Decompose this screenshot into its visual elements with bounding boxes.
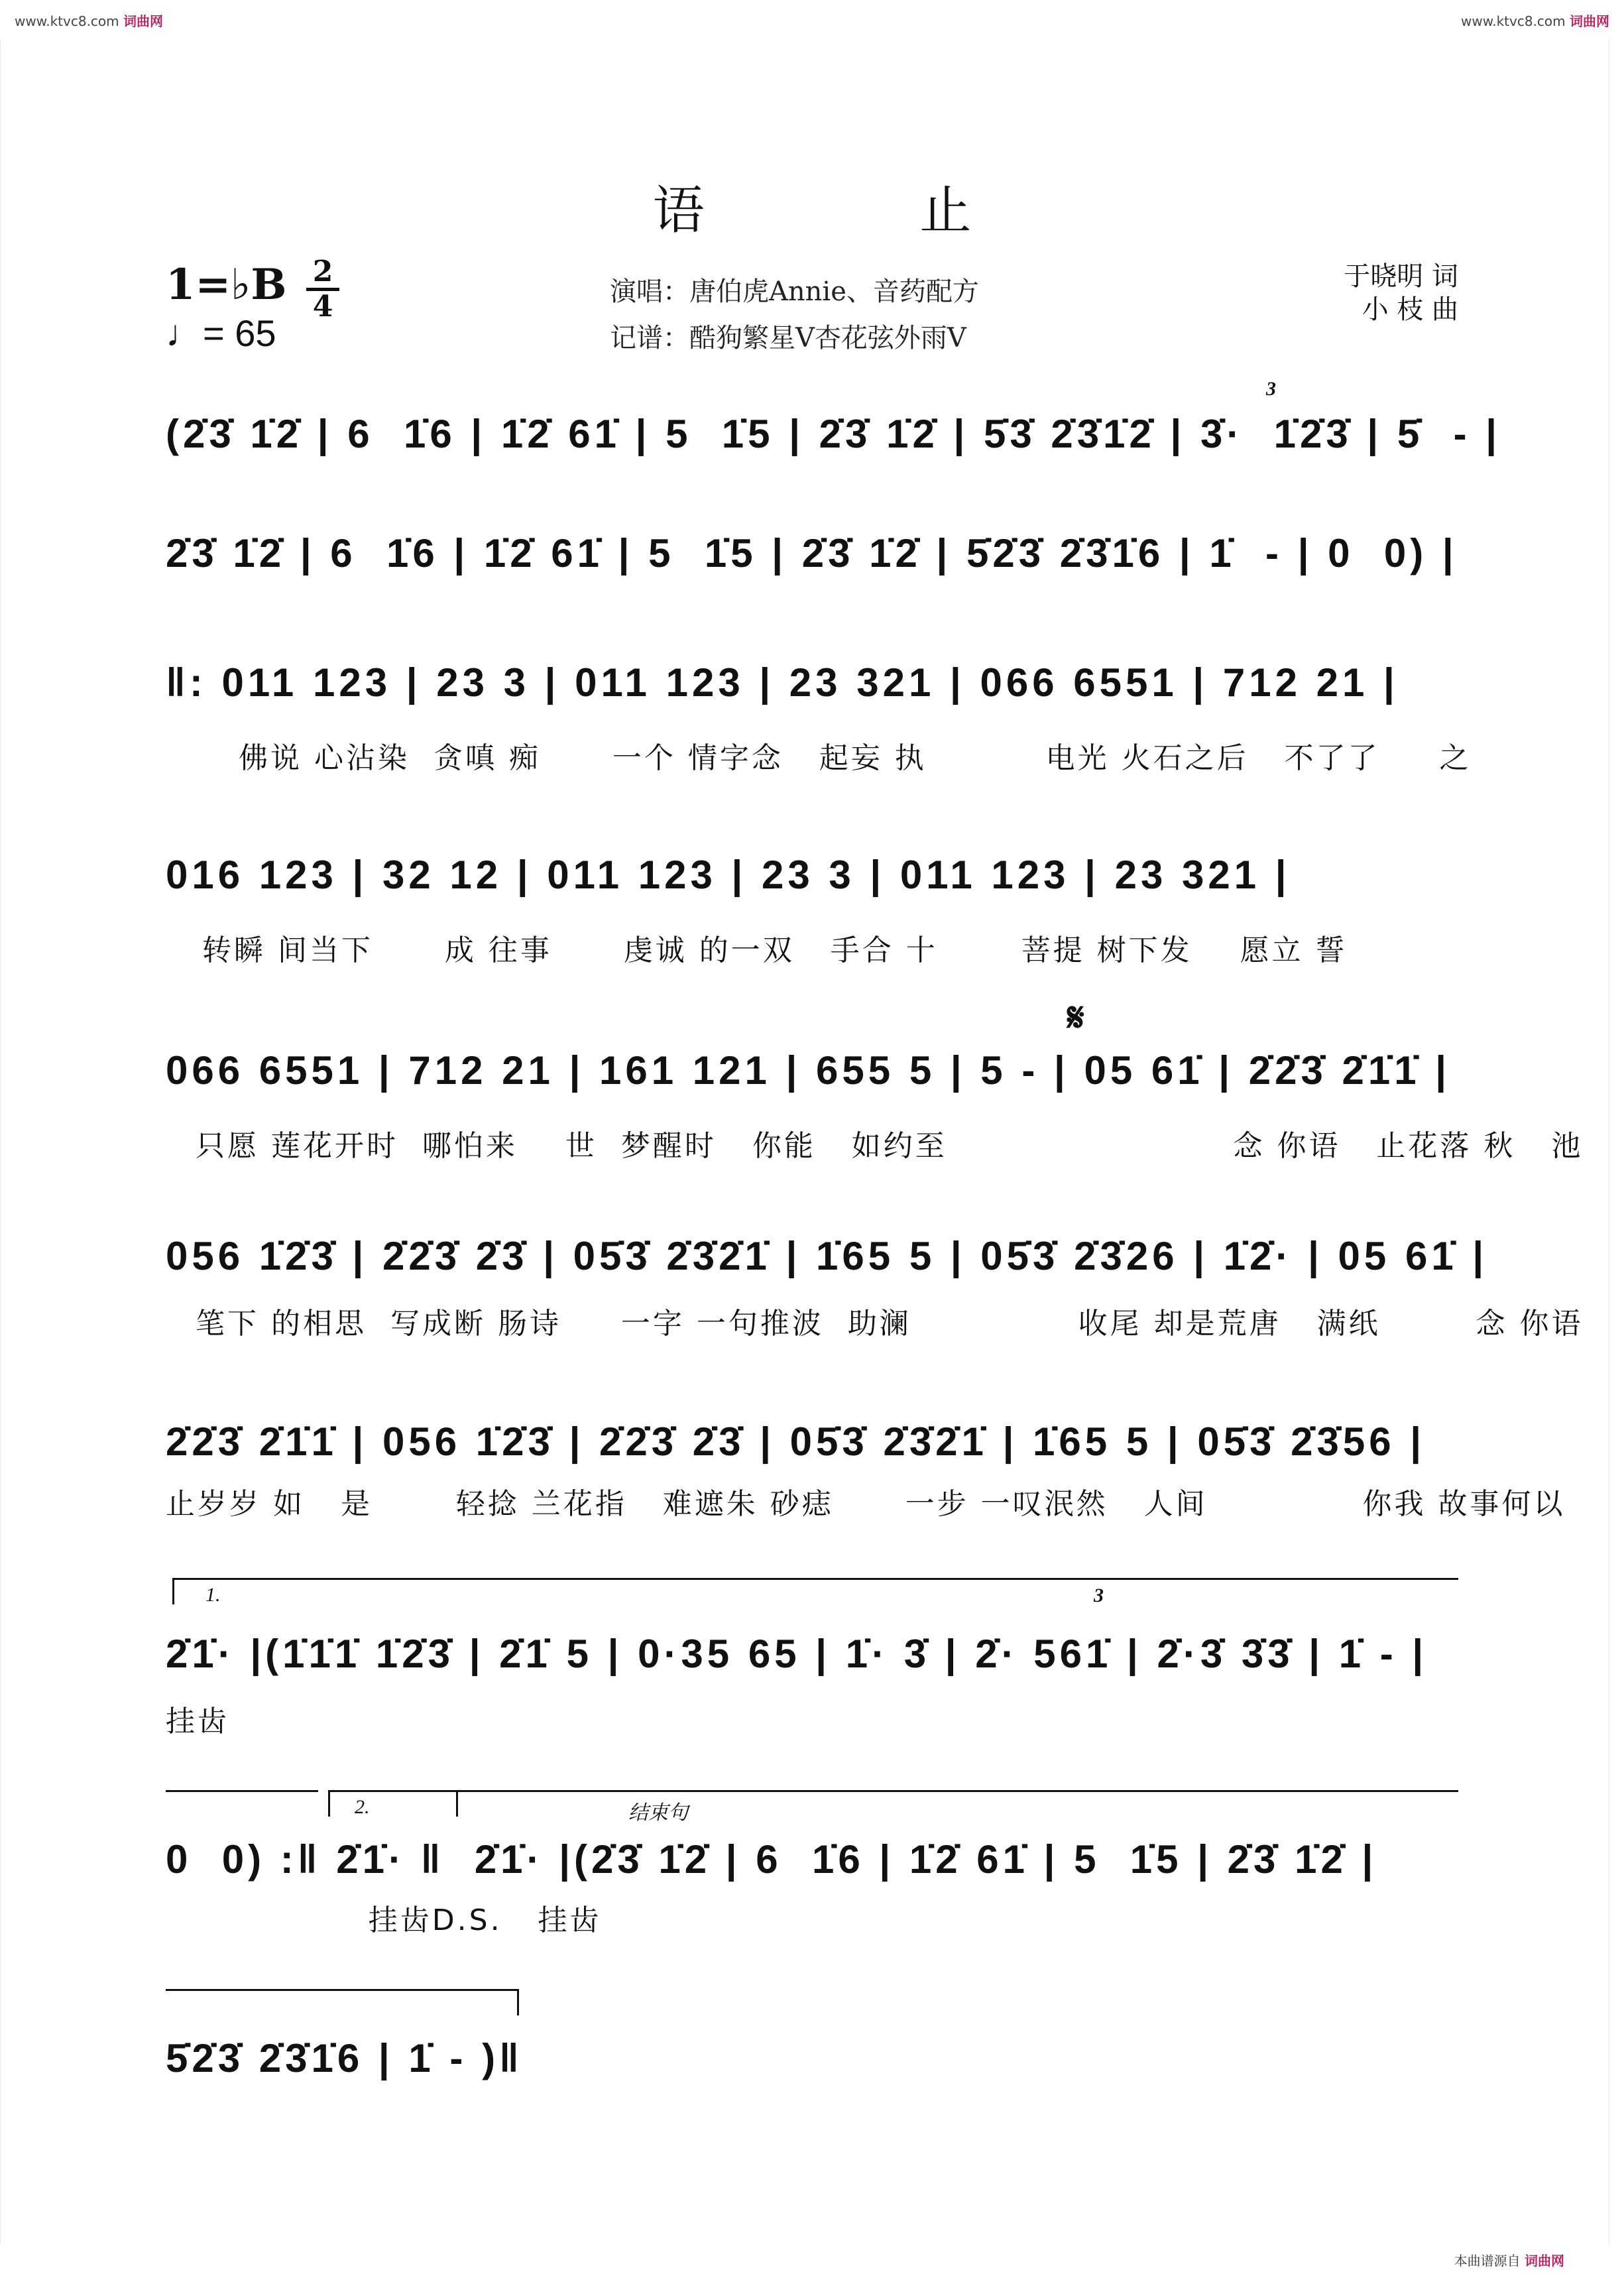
triplet-mark: 3 — [1266, 378, 1276, 400]
notation-line: 2̇3̇ 1̇2̇ | 6 1̇6 | 1̇2̇ 61̇ | 5 1̇5 | 2̇3̇ 1̇2̇ | 5̇2̇3̇ 2̇3̇1̇6 | 1̇ - | 0 0) | — [166, 531, 1458, 575]
repeat-end-bracket — [166, 1790, 318, 1792]
ending-phrase-bracket — [456, 1790, 1458, 1824]
lyricist-credit: 于晓明 词 — [1344, 261, 1458, 292]
singers-credit: 演唱：唐伯虎Annie、音药配方 — [610, 276, 979, 307]
second-ending-hook — [328, 1790, 330, 1817]
composer-credit: 小 枝 曲 — [1362, 294, 1458, 325]
footer-brand: 词曲网 — [1525, 2253, 1564, 2269]
ending-phrase-hook — [456, 1790, 458, 1817]
site-url-text: www.ktvc8.com — [1460, 13, 1566, 29]
time-signature — [306, 257, 339, 322]
song-title: 语 止 — [652, 181, 1071, 241]
site-brand-left: 词曲网 — [123, 13, 164, 29]
first-ending-label: 1. — [205, 1584, 221, 1606]
notation-line: 066 6551 | 712 21 | 161 121 | 655 5 | 5 - | 05 61̇ | 2̇2̇3̇ 2̇1̇1̇ | — [166, 1048, 1451, 1093]
tempo-mark: ♩= 65 — [166, 312, 276, 354]
time-top: 2 — [312, 255, 333, 288]
final-bracket — [166, 1989, 517, 1991]
notation-line: 2̇1̇· |(1̇1̇1̇ 1̇2̇3̇ | 2̇1̇ 5 | 0·35 65 | 1̇· 3̇ | 2̇· 561̇ | 2̇·3̇ 3̇3̇ | 1̇ - | — [166, 1632, 1428, 1676]
notation-line: 016 123 | 32 12 | 011 123 | 23 3 | 011 123 | 23 321 | — [166, 853, 1291, 897]
lyric-line: 转瞬 间当下 成 往事 虔诚 的一双 手合 十 菩提 树下发 愿立 誓 — [202, 933, 1348, 967]
lyric-line: 笔下 的相思 写成断 肠诗 一字 一句推波 助澜 收尾 却是荒唐 满纸 念 你语 — [196, 1307, 1584, 1341]
notation-line: 2̇2̇3̇ 2̇1̇1̇ | 056 1̇2̇3̇ | 2̇2̇3̇ 2̇3̇ | 05̇3̇ 2̇3̇2̇1̇ | 1̇65 5 | 05̇3̇ 2̇3̇56 | — [166, 1419, 1426, 1464]
lyric-line: 止岁岁 如 是 轻捻 兰花指 难遮朱 砂痣 一步 一叹泯然 人间 你我 故事何以 — [166, 1487, 1566, 1521]
right-margin-strip — [1609, 40, 1624, 2244]
notation-line: ‖: 011 123 | 23 3 | 011 123 | 23 321 | 066 6551 | 712 21 | — [166, 660, 1399, 705]
triplet-mark: 3 — [1094, 1585, 1104, 1606]
key-signature: 1=♭B — [166, 260, 287, 310]
transcriber-credit: 记谱：酷狗繁星V杏花弦外雨V — [610, 323, 966, 353]
lyric-line: 挂齿 — [166, 1705, 229, 1738]
site-url-left — [15, 11, 163, 30]
time-bottom: 4 — [312, 290, 333, 324]
notation-line: 0 0) :‖ 2̇1̇· ‖ 2̇1̇· |(2̇3̇ 1̇2̇ | 6 1̇6 | 1̇2̇ 61̇ | 5 1̇5 | 2̇3̇ 1̇2̇ | — [166, 1837, 1377, 1882]
footer-source — [1454, 2250, 1564, 2269]
lyric-line: 只愿 莲花开时 哪怕来 世 梦醒时 你能 如约至 念 你语 止花落 秋 池 — [196, 1129, 1584, 1163]
notation-line: (2̇3̇ 1̇2̇ | 6 1̇6 | 1̇2̇ 61̇ | 5 1̇5 | 2̇3̇ 1̇2̇ | 5̇3̇ 2̇3̇1̇2̇ | 3̇· 1̇2̇3̇ | 5̇ - | — [166, 412, 1501, 456]
notation-line: 056 1̇2̇3̇ | 2̇2̇3̇ 2̇3̇ | 05̇3̇ 2̇3̇2̇1̇ | 1̇65 5 | 05̇3̇ 2̇3̇26 | 1̇2̇· | 05 61̇ | — [166, 1234, 1488, 1278]
site-brand-right: 词曲网 — [1570, 13, 1609, 29]
final-bracket-hook — [517, 1989, 519, 2015]
footer-text: 本曲谱源自 — [1454, 2253, 1521, 2269]
site-url-right — [1461, 11, 1609, 30]
lyric-line: 佛说 心沾染 贪嗔 痴 一个 情字念 起妄 执 电光 火石之后 不了了 之 — [239, 741, 1472, 775]
segno-sign: 𝄋 — [1067, 994, 1084, 1041]
ending-phrase-label: 结束句 — [628, 1802, 688, 1824]
second-ending-label: 2. — [355, 1796, 370, 1818]
first-ending-hook — [172, 1578, 174, 1604]
lyric-line: 挂齿D.S. 挂齿 — [166, 1903, 602, 1937]
left-margin-strip — [0, 40, 15, 2244]
first-ending-bracket — [172, 1578, 1458, 1606]
site-url-text: www.ktvc8.com — [15, 13, 119, 29]
notation-line: 5̇2̇3̇ 2̇3̇1̇6 | 1̇ - )‖ — [166, 2036, 523, 2080]
